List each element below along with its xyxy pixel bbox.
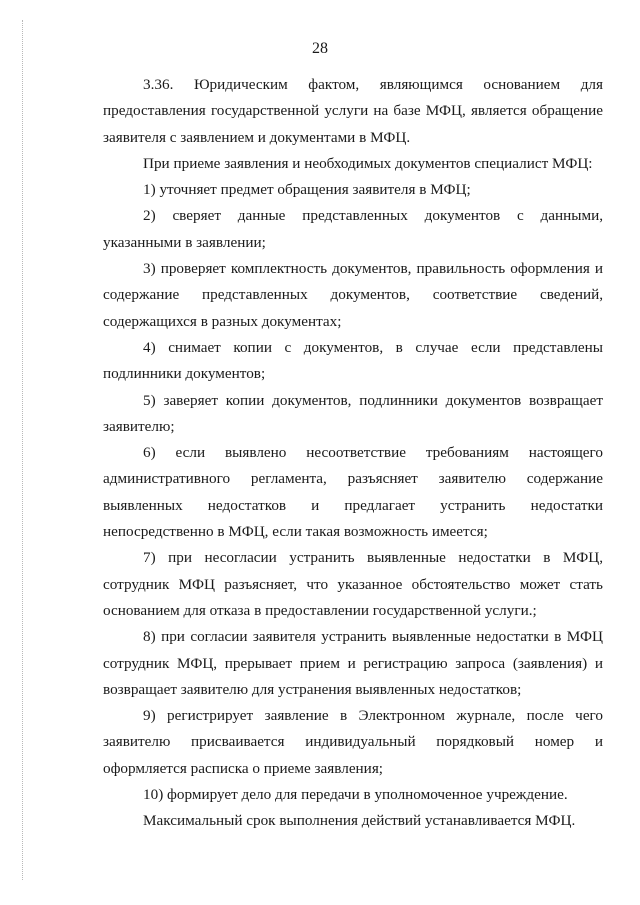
page-number: 28 [312,40,328,57]
list-item-3: 3) проверяет комплектность документов, правильность оформления и содержание представленных документов, соответствие сведений, содержащихся в разных документах; [103,260,603,330]
paragraph-3-36: 3.36. Юридическим фактом, являющимся основанием для предоставления государственной услуги на базе МФЦ, является обращение заявителя с заявлением и документами в МФЦ. [103,76,603,146]
list-item-9: 9) регистрирует заявление в Электронном журнале, после чего заявителю присваивается индивидуальный порядковый номер и оформляется расписка о приеме заявления; [103,707,603,777]
paragraph-deadline: Максимальный срок выполнения действий устанавливается МФЦ. [143,812,576,830]
scan-margin-line [22,20,23,880]
list-item-2: 2) сверяет данные представленных документов с данными, указанными в заявлении; [103,207,603,251]
list-item-7: 7) при несогласии устранить выявленные недостатки в МФЦ, сотрудник МФЦ разъясняет, что указанное обстоятельство может стать основанием для отказа в предоставлении государственной услуги.; [103,549,603,619]
list-item-6: 6) если выявлено несоответствие требованиям настоящего административного регламента, разъясняет заявителю содержание выявленных недостатков и предлагает устранить недостатки непосредственно в МФЦ, если такая возможность имеется; [103,444,603,541]
document-body [103,72,603,835]
list-item-8: 8) при согласии заявителя устранить выявленные недостатки в МФЦ сотрудник МФЦ, прерывает прием и регистрацию запроса (заявления) и возвращает заявителю для устранения выявленных недостатков; [103,628,603,698]
list-item-1: 1) уточняет предмет обращения заявителя в МФЦ; [143,181,471,199]
list-item-10: 10) формирует дело для передачи в уполномоченное учреждение. [143,786,568,804]
paragraph-intro: При приеме заявления и необходимых документов специалист МФЦ: [143,154,593,172]
list-item-5: 5) заверяет копии документов, подлинники документов возвращает заявителю; [103,391,603,435]
list-item-4: 4) снимает копии с документов, в случае если представлены подлинники документов; [103,338,603,383]
